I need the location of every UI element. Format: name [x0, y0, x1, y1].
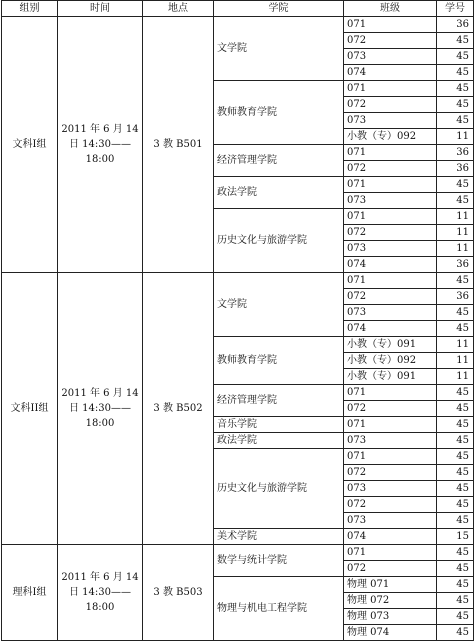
class-cell: 073: [344, 113, 437, 129]
number-cell: 15: [437, 529, 474, 545]
number-cell: 45: [437, 609, 474, 625]
header-college: 学院: [214, 1, 344, 17]
college-cell: 文学院: [214, 273, 344, 337]
table-row: [2, 17, 474, 33]
college-cell: 物理与机电工程学院: [214, 577, 344, 641]
number-cell: 45: [437, 513, 474, 529]
class-cell: 072: [344, 161, 437, 177]
class-cell: 072: [344, 561, 437, 577]
class-cell: 物理 072: [344, 593, 437, 609]
number-cell: 45: [437, 545, 474, 561]
number-cell: 45: [437, 449, 474, 465]
header-number: 学号: [437, 1, 474, 17]
number-cell: 45: [437, 97, 474, 113]
number-cell: 11: [437, 241, 474, 257]
place-cell: 3 教 B501: [143, 17, 214, 273]
class-cell: 073: [344, 481, 437, 497]
place-cell: 3 教 B502: [143, 273, 214, 545]
time-cell: 2011 年 6 月 14 日 14:30——18:00: [58, 545, 143, 641]
class-cell: 074: [344, 257, 437, 273]
number-cell: 45: [437, 273, 474, 289]
time-cell: 2011 年 6 月 14 日 14:30——18:00: [58, 17, 143, 273]
number-cell: 45: [437, 177, 474, 193]
class-cell: 074: [344, 529, 437, 545]
college-cell: 经济管理学院: [214, 385, 344, 417]
class-cell: 072: [344, 289, 437, 305]
class-cell: 074: [344, 321, 437, 337]
number-cell: 45: [437, 481, 474, 497]
college-cell: 音乐学院: [214, 417, 344, 433]
group-name-cell: 文科Ⅰ组: [2, 17, 58, 273]
college-cell: 政法学院: [214, 433, 344, 449]
number-cell: 11: [437, 337, 474, 353]
number-cell: 45: [437, 49, 474, 65]
number-cell: 36: [437, 289, 474, 305]
class-cell: 072: [344, 465, 437, 481]
class-cell: 073: [344, 241, 437, 257]
number-cell: 36: [437, 257, 474, 273]
class-cell: 小教（专）092: [344, 129, 437, 145]
college-cell: 历史文化与旅游学院: [214, 209, 344, 273]
college-cell: 历史文化与旅游学院: [214, 449, 344, 529]
class-cell: 小教（专）092: [344, 353, 437, 369]
number-cell: 45: [437, 497, 474, 513]
number-cell: 11: [437, 129, 474, 145]
class-cell: 071: [344, 545, 437, 561]
number-cell: 36: [437, 17, 474, 33]
header-row: [2, 1, 474, 17]
number-cell: 45: [437, 65, 474, 81]
class-cell: 073: [344, 305, 437, 321]
header-class: 班级: [344, 1, 437, 17]
table-row: [2, 545, 474, 561]
class-cell: 物理 074: [344, 625, 437, 641]
class-cell: 071: [344, 209, 437, 225]
exam-schedule-table: [1, 0, 474, 641]
place-cell: 3 教 B503: [143, 545, 214, 641]
number-cell: 45: [437, 113, 474, 129]
class-cell: 物理 071: [344, 577, 437, 593]
class-cell: 小教（专）091: [344, 337, 437, 353]
college-cell: 美术学院: [214, 529, 344, 545]
number-cell: 45: [437, 385, 474, 401]
number-cell: 45: [437, 577, 474, 593]
college-cell: 教师教育学院: [214, 337, 344, 385]
table-row: [2, 273, 474, 289]
time-cell: 2011 年 6 月 14 日 14:30——18:00: [58, 273, 143, 545]
class-cell: 072: [344, 401, 437, 417]
number-cell: 45: [437, 193, 474, 209]
class-cell: 071: [344, 81, 437, 97]
header-place: 地点: [143, 1, 214, 17]
class-cell: 071: [344, 17, 437, 33]
class-cell: 074: [344, 65, 437, 81]
class-cell: 072: [344, 97, 437, 113]
number-cell: 11: [437, 369, 474, 385]
college-cell: 政法学院: [214, 177, 344, 209]
number-cell: 45: [437, 417, 474, 433]
header-group: 组别: [2, 1, 58, 17]
class-cell: 073: [344, 193, 437, 209]
college-cell: 文学院: [214, 17, 344, 81]
number-cell: 45: [437, 433, 474, 449]
header-time: 时间: [58, 1, 143, 17]
class-cell: 071: [344, 145, 437, 161]
college-cell: 数学与统计学院: [214, 545, 344, 577]
class-cell: 073: [344, 49, 437, 65]
number-cell: 45: [437, 81, 474, 97]
number-cell: 11: [437, 209, 474, 225]
class-cell: 071: [344, 177, 437, 193]
class-cell: 071: [344, 273, 437, 289]
number-cell: 45: [437, 401, 474, 417]
class-cell: 072: [344, 497, 437, 513]
schedule-body: [2, 17, 474, 641]
class-cell: 073: [344, 433, 437, 449]
number-cell: 36: [437, 161, 474, 177]
class-cell: 物理 073: [344, 609, 437, 625]
number-cell: 45: [437, 561, 474, 577]
class-cell: 072: [344, 225, 437, 241]
number-cell: 11: [437, 353, 474, 369]
college-cell: 经济管理学院: [214, 145, 344, 177]
college-cell: 教师教育学院: [214, 81, 344, 145]
class-cell: 071: [344, 385, 437, 401]
number-cell: 45: [437, 593, 474, 609]
class-cell: 071: [344, 417, 437, 433]
number-cell: 45: [437, 625, 474, 641]
class-cell: 小教（专）091: [344, 369, 437, 385]
number-cell: 45: [437, 305, 474, 321]
class-cell: 072: [344, 33, 437, 49]
group-name-cell: 文科II组: [2, 273, 58, 545]
class-cell: 073: [344, 513, 437, 529]
number-cell: 45: [437, 321, 474, 337]
number-cell: 45: [437, 33, 474, 49]
number-cell: 45: [437, 465, 474, 481]
group-name-cell: 理科Ⅰ组: [2, 545, 58, 641]
number-cell: 36: [437, 145, 474, 161]
class-cell: 071: [344, 449, 437, 465]
number-cell: 11: [437, 225, 474, 241]
